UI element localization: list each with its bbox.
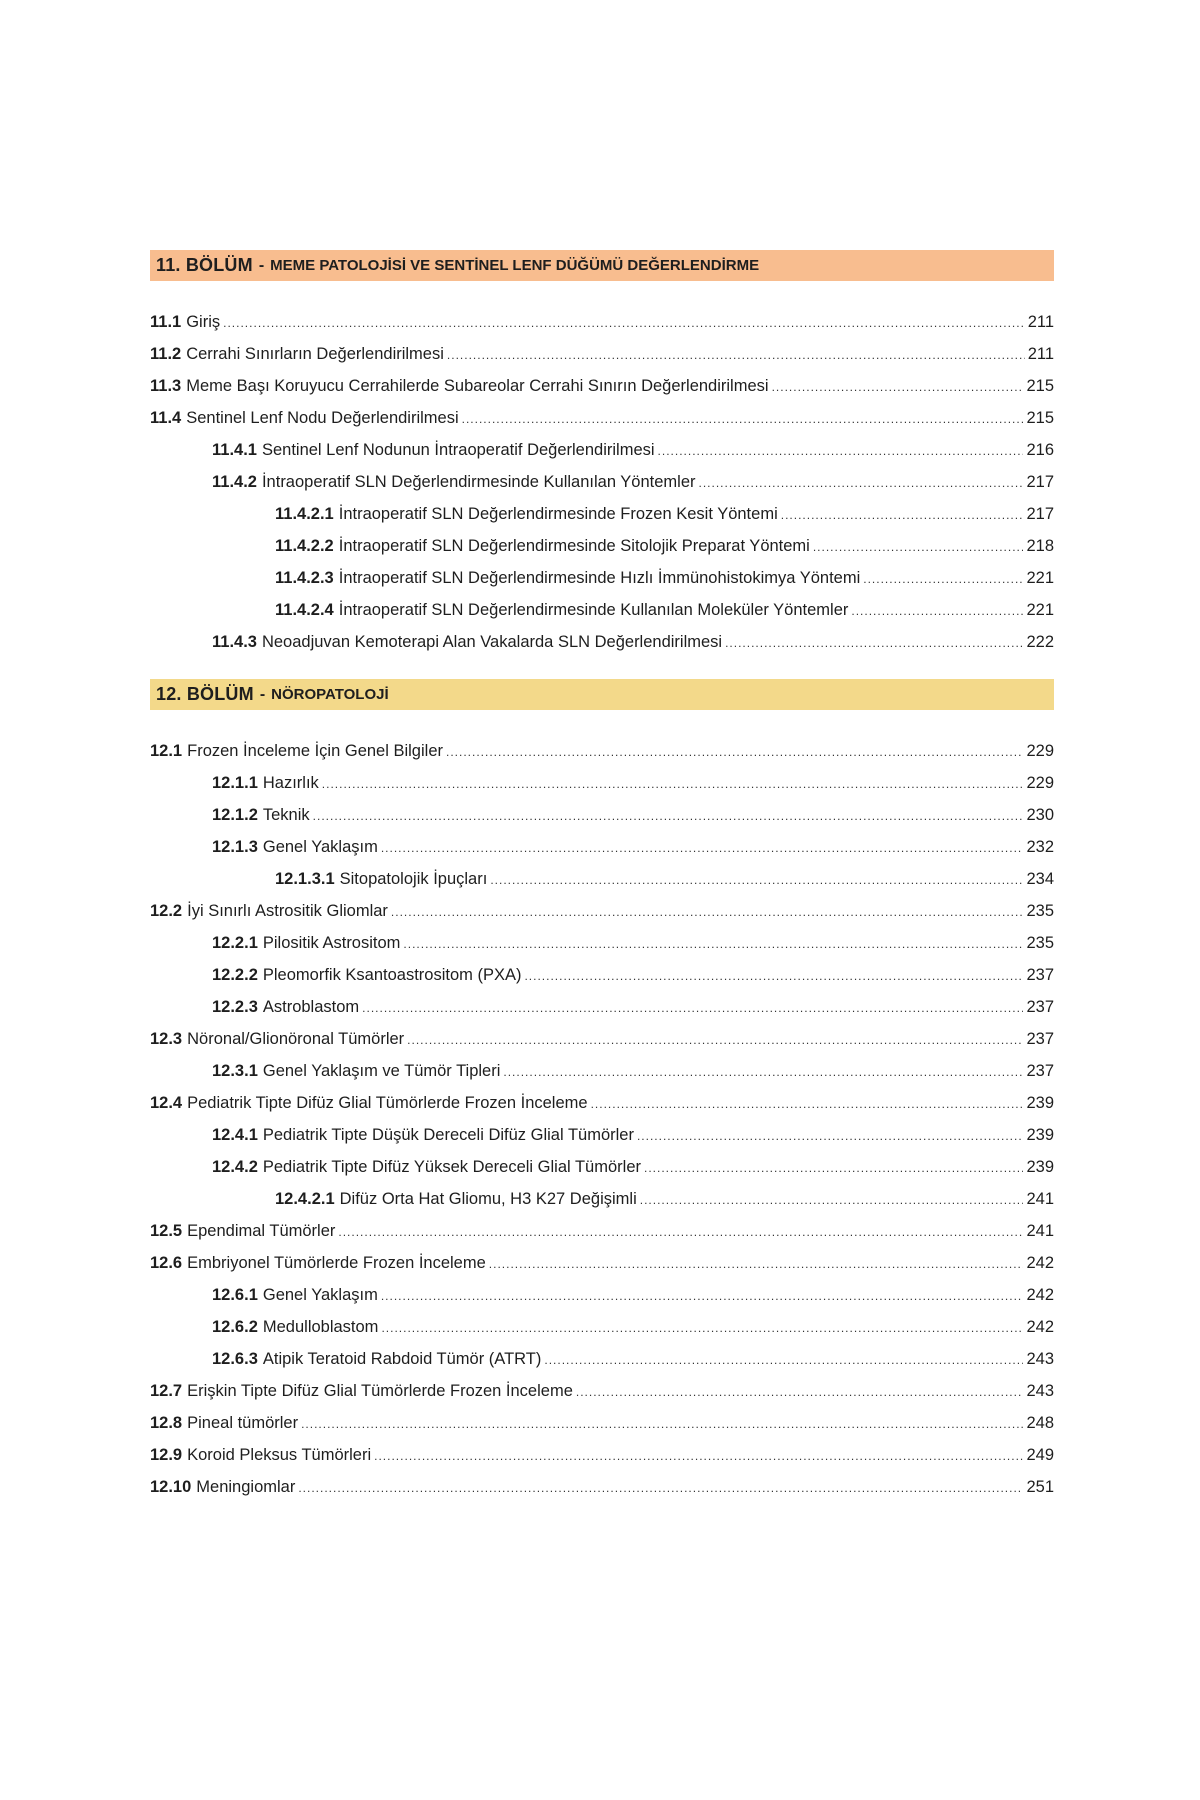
dot-leader <box>446 736 1023 768</box>
entry-number: 12.9 <box>150 1446 183 1464</box>
dot-leader <box>644 1152 1023 1184</box>
entry-number: 12.6.1 <box>212 1286 258 1304</box>
dot-leader <box>503 1056 1023 1088</box>
entry-title: Pediatrik Tipte Difüz Yüksek Dereceli Glial Tümörler <box>262 1158 641 1176</box>
dot-leader <box>658 435 1024 467</box>
dot-leader <box>403 928 1023 960</box>
entry-title: Pineal tümörler <box>187 1414 299 1432</box>
entry-title: Sentinel Lenf Nodunun İntraoperatif Değerlendirilmesi <box>261 441 655 459</box>
entry-number: 11.4.2 <box>212 473 257 491</box>
dot-leader <box>447 339 1025 371</box>
dot-leader <box>338 1216 1023 1248</box>
entry-page-number: 215 <box>1026 409 1054 427</box>
chapter-separator: - <box>259 685 266 703</box>
dot-leader <box>490 864 1023 896</box>
entry-number: 11.4.3 <box>212 633 257 651</box>
entry-page-number: 239 <box>1026 1126 1054 1144</box>
entry-number: 11.4.1 <box>212 441 257 459</box>
entry-title: Nöronal/Glionöronal Tümörler <box>187 1030 405 1048</box>
entry-title: Difüz Orta Hat Gliomu, H3 K27 Değişimli <box>339 1190 637 1208</box>
entry-title: Ependimal Tümörler <box>187 1222 336 1240</box>
dot-leader <box>725 627 1023 659</box>
entry-page-number: 217 <box>1026 505 1054 523</box>
chapter-number: 12. BÖLÜM <box>156 684 254 704</box>
toc-entry[interactable] <box>150 1375 1054 1407</box>
entry-page-number: 211 <box>1027 313 1054 331</box>
dot-leader <box>699 467 1024 499</box>
entry-title: Teknik <box>262 806 310 824</box>
entry-number: 12.10 <box>150 1478 192 1496</box>
entry-number: 12.1.3.1 <box>275 870 335 888</box>
entry-title: İntraoperatif SLN Değerlendirmesinde Kullanılan Yöntemler <box>261 473 696 491</box>
toc-entry[interactable] <box>150 1407 1054 1439</box>
dot-leader <box>781 499 1024 531</box>
toc-entry[interactable] <box>150 1183 1054 1215</box>
entry-number: 12.4 <box>150 1094 183 1112</box>
entry-number: 11.4.2.1 <box>275 505 334 523</box>
entry-number: 12.6.3 <box>212 1350 258 1368</box>
chapter-separator: - <box>258 256 265 274</box>
dot-leader <box>640 1184 1024 1216</box>
entry-page-number: 243 <box>1026 1350 1054 1368</box>
entry-number: 12.1 <box>150 742 183 760</box>
entry-title: Hazırlık <box>262 774 319 792</box>
dot-leader <box>381 1312 1023 1344</box>
chapter-12-header <box>150 679 1054 710</box>
entry-title: Astroblastom <box>262 998 360 1016</box>
toc-entry[interactable] <box>150 306 1054 338</box>
dot-leader <box>374 1440 1023 1472</box>
entry-number: 12.1.1 <box>212 774 258 792</box>
entry-page-number: 229 <box>1026 774 1054 792</box>
chapter-12-entries <box>150 735 1054 1503</box>
entry-title: Genel Yaklaşım ve Tümör Tipleri <box>262 1062 501 1080</box>
entry-title: İntraoperatif SLN Değerlendirmesinde Frozen Kesit Yöntemi <box>338 505 778 523</box>
entry-number: 11.1 <box>150 313 182 331</box>
toc-entry[interactable] <box>150 735 1054 767</box>
entry-page-number: 232 <box>1026 838 1054 856</box>
entry-number: 12.4.2 <box>212 1158 258 1176</box>
entry-title: Meme Başı Koruyucu Cerrahilerde Subareolar Cerrahi Sınırın Değerlendirilmesi <box>186 377 769 395</box>
chapter-title: NÖROPATOLOJİ <box>271 686 389 703</box>
entry-page-number: 237 <box>1026 998 1054 1016</box>
entry-number: 11.3 <box>150 377 182 395</box>
entry-title: Medulloblastom <box>262 1318 379 1336</box>
table-of-contents <box>150 250 1054 1503</box>
dot-leader <box>391 896 1024 928</box>
entry-page-number: 216 <box>1026 441 1054 459</box>
entry-page-number: 222 <box>1026 633 1054 651</box>
entry-page-number: 241 <box>1026 1222 1054 1240</box>
toc-entry[interactable] <box>150 1279 1054 1311</box>
entry-title: Giriş <box>186 313 221 331</box>
toc-entry[interactable] <box>150 1439 1054 1471</box>
entry-title: Genel Yaklaşım <box>262 1286 378 1304</box>
entry-title: İntraoperatif SLN Değerlendirmesinde Sitolojik Preparat Yöntemi <box>338 537 810 555</box>
entry-number: 12.4.2.1 <box>275 1190 335 1208</box>
toc-entry[interactable] <box>150 338 1054 370</box>
entry-number: 12.6 <box>150 1254 183 1272</box>
entry-title: Pilositik Astrositom <box>262 934 401 952</box>
entry-title: Pediatrik Tipte Düşük Dereceli Difüz Glial Tümörler <box>262 1126 634 1144</box>
chapter-11-header <box>150 250 1054 281</box>
entry-page-number: 251 <box>1026 1478 1054 1496</box>
entry-page-number: 242 <box>1026 1318 1054 1336</box>
entry-title: Frozen İnceleme İçin Genel Bilgiler <box>187 742 443 760</box>
toc-entry[interactable] <box>150 626 1054 658</box>
entry-number: 12.3.1 <box>212 1062 258 1080</box>
dot-leader <box>863 563 1023 595</box>
toc-entry[interactable] <box>150 895 1054 927</box>
entry-page-number: 215 <box>1026 377 1054 395</box>
toc-entry[interactable] <box>150 927 1054 959</box>
entry-number: 11.4.2.3 <box>275 569 334 587</box>
toc-entry[interactable] <box>150 402 1054 434</box>
entry-number: 12.4.1 <box>212 1126 258 1144</box>
toc-entry[interactable] <box>150 1311 1054 1343</box>
entry-page-number: 235 <box>1026 934 1054 952</box>
toc-entry[interactable] <box>150 1471 1054 1503</box>
dot-leader <box>576 1376 1024 1408</box>
toc-entry[interactable] <box>150 370 1054 402</box>
entry-title: Sitopatolojik İpuçları <box>339 870 488 888</box>
toc-entry[interactable] <box>150 863 1054 895</box>
entry-number: 12.6.2 <box>212 1318 258 1336</box>
entry-page-number: 229 <box>1026 742 1054 760</box>
entry-page-number: 237 <box>1026 1062 1054 1080</box>
toc-entry[interactable] <box>150 1247 1054 1279</box>
entry-number: 12.2 <box>150 902 183 920</box>
dot-leader <box>637 1120 1024 1152</box>
toc-entry[interactable] <box>150 767 1054 799</box>
entry-number: 11.4 <box>150 409 182 427</box>
entry-title: İntraoperatif SLN Değerlendirmesinde Kullanılan Moleküler Yöntemler <box>338 601 849 619</box>
entry-number: 11.4.2.4 <box>275 601 334 619</box>
dot-leader <box>772 371 1024 403</box>
entry-title: Sentinel Lenf Nodu Değerlendirilmesi <box>186 409 459 427</box>
dot-leader <box>322 768 1024 800</box>
dot-leader <box>544 1344 1023 1376</box>
dot-leader <box>223 307 1025 339</box>
toc-entry[interactable] <box>150 530 1054 562</box>
entry-page-number: 237 <box>1026 966 1054 984</box>
entry-page-number: 239 <box>1026 1158 1054 1176</box>
entry-page-number: 242 <box>1026 1254 1054 1272</box>
chapter-number: 11. BÖLÜM <box>156 255 253 275</box>
toc-entry[interactable] <box>150 434 1054 466</box>
dot-leader <box>381 1280 1024 1312</box>
entry-page-number: 221 <box>1026 601 1054 619</box>
entry-page-number: 234 <box>1026 870 1054 888</box>
toc-entry[interactable] <box>150 1151 1054 1183</box>
entry-page-number: 221 <box>1026 569 1054 587</box>
dot-leader <box>462 403 1024 435</box>
entry-title: Embriyonel Tümörlerde Frozen İnceleme <box>187 1254 486 1272</box>
entry-title: Neoadjuvan Kemoterapi Alan Vakalarda SLN Değerlendirilmesi <box>261 633 723 651</box>
chapter-12-section <box>150 679 1054 1503</box>
toc-entry[interactable] <box>150 466 1054 498</box>
entry-title: Meningiomlar <box>196 1478 296 1496</box>
dot-leader <box>298 1472 1023 1504</box>
entry-number: 12.7 <box>150 1382 183 1400</box>
dot-leader <box>813 531 1024 563</box>
chapter-title: MEME PATOLOJİSİ VE SENTİNEL LENF DÜĞÜMÜ DEĞERLENDİRME <box>270 257 760 274</box>
dot-leader <box>362 992 1023 1024</box>
dot-leader <box>301 1408 1023 1440</box>
toc-entry[interactable] <box>150 562 1054 594</box>
entry-number: 12.1.3 <box>212 838 258 856</box>
entry-title: Pediatrik Tipte Difüz Glial Tümörlerde Frozen İnceleme <box>187 1094 588 1112</box>
dot-leader <box>313 800 1024 832</box>
dot-leader <box>524 960 1023 992</box>
entry-title: Erişkin Tipte Difüz Glial Tümörlerde Frozen İnceleme <box>187 1382 573 1400</box>
entry-page-number: 242 <box>1026 1286 1054 1304</box>
dot-leader <box>591 1088 1024 1120</box>
entry-number: 12.2.1 <box>212 934 258 952</box>
dot-leader <box>381 832 1024 864</box>
entry-title: Pleomorfik Ksantoastrositom (PXA) <box>262 966 522 984</box>
entry-page-number: 218 <box>1026 537 1054 555</box>
entry-page-number: 217 <box>1026 473 1054 491</box>
entry-page-number: 241 <box>1026 1190 1054 1208</box>
toc-entry[interactable] <box>150 1119 1054 1151</box>
entry-page-number: 235 <box>1026 902 1054 920</box>
entry-page-number: 249 <box>1026 1446 1054 1464</box>
entry-page-number: 211 <box>1027 345 1054 363</box>
toc-entry[interactable] <box>150 1343 1054 1375</box>
entry-page-number: 237 <box>1026 1030 1054 1048</box>
toc-entry[interactable] <box>150 1023 1054 1055</box>
toc-entry[interactable] <box>150 831 1054 863</box>
toc-entry[interactable] <box>150 799 1054 831</box>
entry-title: Koroid Pleksus Tümörleri <box>187 1446 372 1464</box>
toc-entry[interactable] <box>150 1215 1054 1247</box>
entry-number: 12.8 <box>150 1414 183 1432</box>
entry-page-number: 248 <box>1026 1414 1054 1432</box>
entry-title: Genel Yaklaşım <box>262 838 378 856</box>
entry-number: 11.4.2.2 <box>275 537 334 555</box>
toc-entry[interactable] <box>150 498 1054 530</box>
entry-page-number: 243 <box>1026 1382 1054 1400</box>
chapter-11-section <box>150 250 1054 658</box>
entry-page-number: 230 <box>1026 806 1054 824</box>
entry-number: 12.5 <box>150 1222 183 1240</box>
dot-leader <box>489 1248 1024 1280</box>
toc-entry[interactable] <box>150 1055 1054 1087</box>
entry-title: İntraoperatif SLN Değerlendirmesinde Hızlı İmmünohistokimya Yöntemi <box>338 569 861 587</box>
entry-number: 12.2.3 <box>212 998 258 1016</box>
chapter-11-entries <box>150 306 1054 658</box>
entry-number: 12.2.2 <box>212 966 258 984</box>
toc-entry[interactable] <box>150 1087 1054 1119</box>
entry-number: 11.2 <box>150 345 182 363</box>
entry-title: Cerrahi Sınırların Değerlendirilmesi <box>186 345 444 363</box>
entry-number: 12.1.2 <box>212 806 258 824</box>
dot-leader <box>407 1024 1023 1056</box>
entry-title: Atipik Teratoid Rabdoid Tümör (ATRT) <box>262 1350 542 1368</box>
toc-entry[interactable] <box>150 594 1054 626</box>
toc-entry[interactable] <box>150 959 1054 991</box>
entry-title: İyi Sınırlı Astrositik Gliomlar <box>187 902 388 920</box>
entry-number: 12.3 <box>150 1030 183 1048</box>
dot-leader <box>851 595 1023 627</box>
entry-page-number: 239 <box>1026 1094 1054 1112</box>
toc-entry[interactable] <box>150 991 1054 1023</box>
